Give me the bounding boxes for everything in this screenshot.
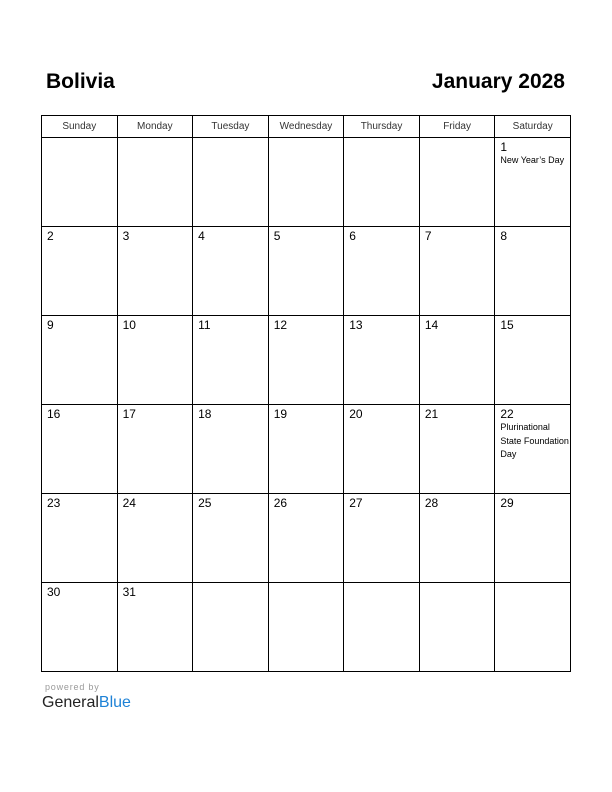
day-cell xyxy=(419,405,495,494)
day-number: 18 xyxy=(198,407,212,421)
weekday-header-monday: Monday xyxy=(117,116,193,138)
day-cell xyxy=(193,227,269,316)
logo-general-text: General xyxy=(42,694,99,711)
holiday-label: Plurinational State Foundation Day xyxy=(500,422,569,459)
day-cell xyxy=(344,583,420,672)
weekday-header-friday: Friday xyxy=(419,116,495,138)
month-year-title: January 2028 xyxy=(431,70,565,93)
day-number: 26 xyxy=(273,496,288,510)
day-cell xyxy=(193,405,269,494)
day-cell xyxy=(268,138,344,227)
day-cell xyxy=(495,138,571,227)
generalblue-logo xyxy=(42,694,131,712)
day-number: 25 xyxy=(198,496,212,510)
day-number: 3 xyxy=(122,229,130,243)
day-number: 13 xyxy=(349,318,363,332)
day-number: 1 xyxy=(500,140,508,154)
week-row xyxy=(42,494,571,583)
day-cell xyxy=(344,316,420,405)
country-title: Bolivia xyxy=(46,70,115,93)
day-cell xyxy=(268,316,344,405)
day-cell xyxy=(42,494,118,583)
day-cell xyxy=(419,316,495,405)
day-cell xyxy=(117,494,193,583)
day-number: 31 xyxy=(122,585,136,599)
day-cell xyxy=(193,583,269,672)
day-cell xyxy=(344,138,420,227)
week-row xyxy=(42,405,571,494)
day-cell xyxy=(117,138,193,227)
day-number: 11 xyxy=(198,318,211,332)
day-number: 22 xyxy=(500,407,514,421)
day-number: 14 xyxy=(424,318,439,332)
day-cell xyxy=(268,583,344,672)
day-number: 28 xyxy=(424,496,439,510)
weekday-header-sunday: Sunday xyxy=(42,116,118,138)
week-row xyxy=(42,316,571,405)
day-cell xyxy=(495,227,571,316)
day-number: 10 xyxy=(122,318,136,332)
day-cell xyxy=(419,138,495,227)
day-cell xyxy=(419,583,495,672)
day-number: 20 xyxy=(349,407,363,421)
day-number: 21 xyxy=(424,407,439,421)
day-cell xyxy=(193,494,269,583)
day-cell xyxy=(344,405,420,494)
day-cell xyxy=(42,405,118,494)
day-cell xyxy=(419,494,495,583)
calendar-grid xyxy=(41,115,571,672)
powered-by-label: powered by xyxy=(45,682,100,692)
day-cell xyxy=(495,583,571,672)
week-row xyxy=(42,227,571,316)
day-number: 16 xyxy=(47,407,61,421)
day-cell xyxy=(268,494,344,583)
day-number: 15 xyxy=(500,318,514,332)
day-cell xyxy=(193,138,269,227)
day-cell xyxy=(117,583,193,672)
day-cell xyxy=(495,405,571,494)
weekday-header-tuesday: Tuesday xyxy=(193,116,269,138)
day-cell xyxy=(42,138,118,227)
day-number: 12 xyxy=(273,318,288,332)
day-cell xyxy=(42,227,118,316)
day-cell xyxy=(193,316,269,405)
day-cell xyxy=(117,227,193,316)
day-number: 23 xyxy=(47,496,61,510)
day-cell xyxy=(42,316,118,405)
day-number: 6 xyxy=(349,229,356,243)
day-number: 27 xyxy=(349,496,363,510)
week-row xyxy=(42,583,571,672)
day-number: 5 xyxy=(273,229,281,243)
day-number: 30 xyxy=(47,585,61,599)
day-cell xyxy=(268,227,344,316)
weekday-header-wednesday: Wednesday xyxy=(268,116,344,138)
weekday-header-thursday: Thursday xyxy=(344,116,420,138)
day-cell xyxy=(268,405,344,494)
day-cell xyxy=(344,494,420,583)
day-number: 29 xyxy=(500,496,514,510)
weekday-header-row xyxy=(42,116,571,138)
day-number: 2 xyxy=(47,229,54,243)
day-cell xyxy=(117,405,193,494)
day-cell xyxy=(419,227,495,316)
week-row xyxy=(42,138,571,227)
day-cell xyxy=(117,316,193,405)
day-number: 8 xyxy=(500,229,508,243)
day-number: 9 xyxy=(47,318,54,332)
day-number: 17 xyxy=(122,407,136,421)
day-number: 4 xyxy=(198,229,205,243)
day-cell xyxy=(344,227,420,316)
logo-blue-text: Blue xyxy=(98,694,131,711)
holiday-label: New Year’s Day xyxy=(500,155,565,165)
day-cell xyxy=(42,583,118,672)
day-cell xyxy=(495,316,571,405)
day-cell xyxy=(495,494,571,583)
day-number: 19 xyxy=(273,407,288,421)
day-number: 7 xyxy=(424,229,432,243)
day-number: 24 xyxy=(122,496,136,510)
weekday-header-saturday: Saturday xyxy=(495,116,571,138)
